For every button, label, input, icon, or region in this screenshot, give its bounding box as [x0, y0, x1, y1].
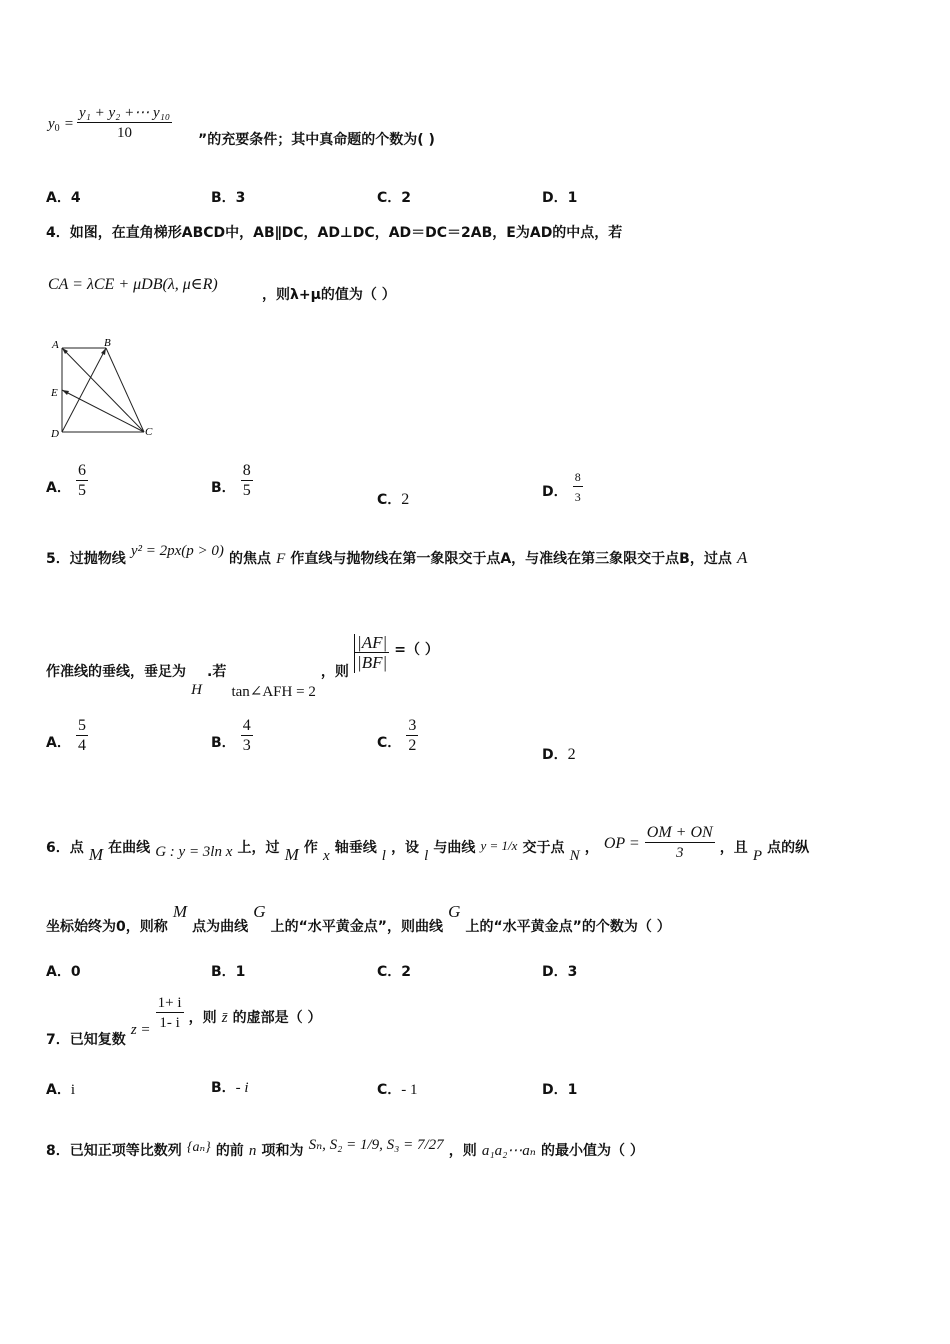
- q3-option-b[interactable]: B．3: [211, 190, 246, 206]
- label-e: E: [51, 387, 58, 399]
- q3-formula: $y_0$ = $\frac{\text{y₁ + y₂ +⋯ y₁₀}}{10}$: [48, 105, 171, 141]
- q6-option-c[interactable]: C．2: [377, 964, 412, 980]
- q7-line: 7．已知复数 z = $\frac{1+ i}{1- i}$ ，则 z̄ 的虚部是（ ）: [46, 995, 322, 1048]
- trapezoid-figure: [44, 334, 162, 444]
- q4-option-c[interactable]: C．2: [377, 491, 410, 508]
- label-b: B: [104, 337, 111, 349]
- vector-ce: [62, 390, 144, 432]
- q6-option-a[interactable]: A．0: [46, 964, 81, 980]
- label-a: A: [52, 339, 59, 351]
- vector-ca: [62, 348, 144, 432]
- vector-db: [62, 348, 106, 432]
- q7-option-c[interactable]: C．- 1: [377, 1082, 418, 1098]
- q4-formula: CA = λCE + μDB(λ, μ∈R): [48, 276, 218, 293]
- q4-stem-line2: ，则λ+μ的值为（ ）: [262, 287, 396, 303]
- q4-option-b[interactable]: B． $\frac{8}{5}$: [211, 462, 251, 499]
- q6-option-d[interactable]: D．3: [542, 964, 578, 980]
- q5-line2: 作准线的垂线，垂足为 H .若 tan∠AFH = 2 ，则 $\frac{|AF|}{|BF|}$ =（ ）: [46, 633, 439, 700]
- label-d: D: [51, 428, 59, 440]
- q4-option-a[interactable]: A． $\frac{6}{5}$: [46, 462, 86, 499]
- q6-option-b[interactable]: B．1: [211, 964, 246, 980]
- arrow-b: [101, 348, 106, 355]
- q3-stem-text: ”的充要条件；其中真命题的个数为( ): [198, 132, 435, 148]
- q7-option-b[interactable]: B．- i: [211, 1080, 249, 1096]
- label-c: C: [145, 426, 153, 438]
- q7-option-d[interactable]: D．1: [542, 1082, 578, 1098]
- q5-option-a[interactable]: A． $\frac{5}{4}$: [46, 717, 86, 754]
- arrow-e: [62, 390, 69, 395]
- q5-option-c[interactable]: C． $\frac{3}{2}$: [377, 717, 417, 754]
- q7-option-a[interactable]: A．i: [46, 1082, 76, 1098]
- q6-line1: 6．点 M 在曲线 G : y = 3ln x 上，过 M 作 x 轴垂线 l ，设 l 与曲线 $_{y = 1/x}$ 交于点 N ， OP = $\frac{OM + ON}{3}$ ，且 P 点的纵: [46, 824, 810, 864]
- q3-option-d[interactable]: D．1: [542, 190, 578, 206]
- q6-line2: 坐标始终为0，则称 M 点为曲线 G 上的“水平黄金点”，则曲线 G 上的“水平黄金点”的个数为（ ）: [46, 902, 671, 935]
- q5-option-b[interactable]: B． $\frac{4}{3}$: [211, 717, 251, 754]
- q3-option-c[interactable]: C．2: [377, 190, 412, 206]
- q4-option-d[interactable]: D． $\frac{8}{3}$: [542, 468, 583, 507]
- q3-option-a[interactable]: A．4: [46, 190, 81, 206]
- q8-line: 8．已知正项等比数列 {aₙ} 的前 n 项和为 Sₙ, S₂ = 1/9, S₃ = 7/27 ，则 a₁a₂⋯aₙ 的最小值为（ ）: [46, 1137, 644, 1159]
- q5-option-d[interactable]: D．2: [542, 746, 576, 763]
- segment-bc: [106, 348, 144, 432]
- q5-line1: 5．过抛物线 y² = 2px(p > 0) 的焦点 F 作直线与抛物线在第一象限交于点A，与准线在第三象限交于点B，过点 A: [46, 543, 748, 567]
- q4-stem: 4．如图，在直角梯形ABCD中，AB∥DC，AD⊥DC，AD＝DC＝2AB，E为AD的中点，若: [46, 225, 623, 241]
